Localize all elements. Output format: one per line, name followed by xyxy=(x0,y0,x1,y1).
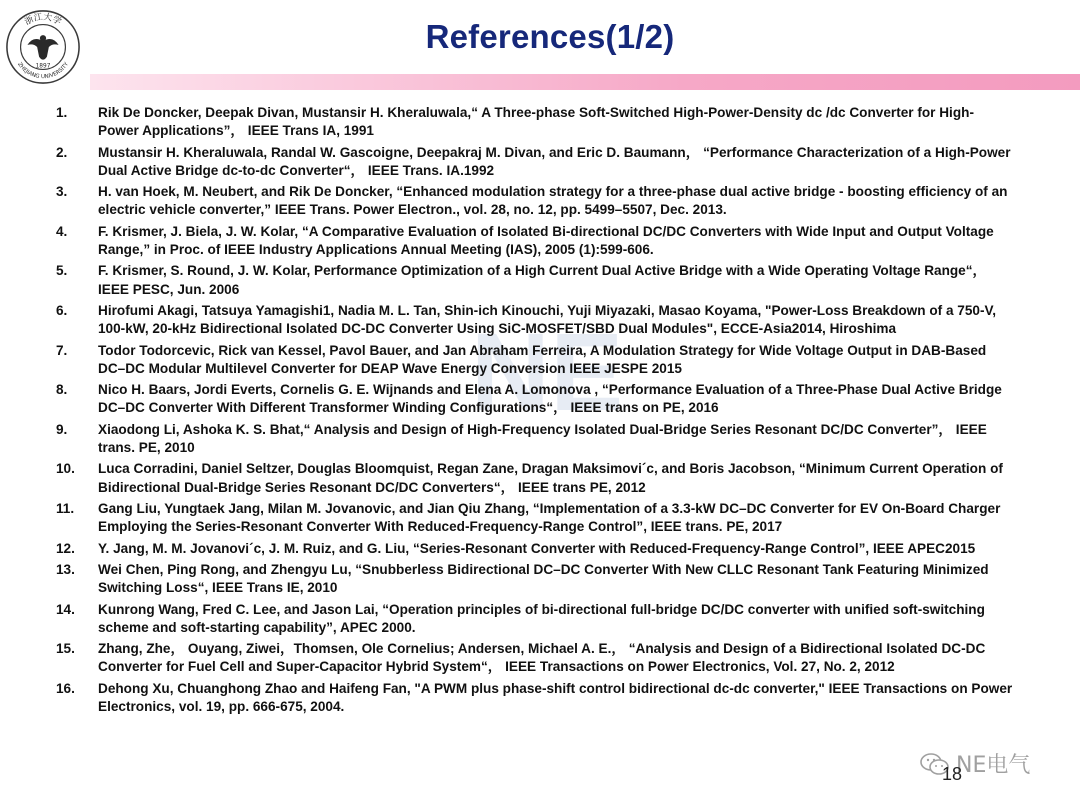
reference-number: 3. xyxy=(56,184,68,200)
reference-text: F. Krismer, J. Biela, J. W. Kolar, “A Comparative Evaluation of Isolated Bi-directional DC/DC Converters with Wide Input and Output Voltage Range,” in Proc. of IEEE Industry Applications Annual Meeting (IAS), 2005 (1):599-606. xyxy=(98,223,994,257)
reference-text: Rik De Doncker, Deepak Divan, Mustansir H. Kheraluwala,“ A Three-phase Soft-Switched High-Power-Density dc /dc Converter for High-Power Applications”， IEEE Trans IA, 1991 xyxy=(98,105,974,139)
reference-text: F. Krismer, S. Round, J. W. Kolar, Performance Optimization of a High Current Dual Active Bridge with a Wide Operating Voltage Range“， IEEE PESC, Jun. 2006 xyxy=(98,263,987,297)
reference-number: 9. xyxy=(56,421,68,437)
reference-text: Zhang, Zhe， Ouyang, Ziwei，Thomsen, Ole Cornelius; Andersen, Michael A. E.， “Analysis and Design of a Bidirectional Isolated DC-DC Converter for Fuel Cell and Super-Capacitor Hybrid System“， IEEE Transactions on Power Electronics, Vol. 27, No. 2, 2012 xyxy=(98,641,986,675)
reference-number: 2. xyxy=(56,144,68,160)
reference-number: 7. xyxy=(56,342,68,358)
reference-item xyxy=(0,680,1080,716)
reference-text: Y. Jang, M. M. Jovanovi´c, J. M. Ruiz, and G. Liu, “Series-Resonant Converter with Reduced-Frequency-Range Control”, IEEE APEC2015 xyxy=(98,540,976,556)
footer-brand xyxy=(920,748,1030,779)
reference-item xyxy=(0,104,1080,140)
reference-number: 4. xyxy=(56,223,68,239)
reference-number: 13. xyxy=(56,561,75,577)
logo-text-bottom: ZHEJIANG UNIVERSITY xyxy=(16,61,70,81)
logo-year: 1897 xyxy=(35,63,51,70)
reference-item xyxy=(0,302,1080,338)
reference-number: 5. xyxy=(56,263,68,279)
reference-text: Xiaodong Li, Ashoka K. S. Bhat,“ Analysis and Design of High-Frequency Isolated Dual-Bridge Series Resonant DC/DC Converter”， IEEE trans. PE, 2010 xyxy=(98,421,987,455)
reference-item xyxy=(0,381,1080,417)
reference-item xyxy=(0,183,1080,219)
reference-list xyxy=(0,104,1080,719)
page-number: 18 xyxy=(942,764,963,784)
reference-number: 16. xyxy=(56,680,75,696)
reference-number: 11. xyxy=(56,500,75,516)
reference-text: Kunrong Wang, Fred C. Lee, and Jason Lai, “Operation principles of bi-directional full-bridge DC/DC converter with unified soft-switching scheme and soft-starting capability”, APEC 2000. xyxy=(98,601,985,635)
header-gradient-bar xyxy=(90,74,1080,90)
reference-number: 12. xyxy=(56,540,75,556)
reference-text: Nico H. Baars, Jordi Everts, Cornelis G. E. Wijnands and Elena A. Lomonova , “Performance Evaluation of a Three-Phase Dual Active Bridge DC–DC Converter With Different Transformer Winding Configurations“， IEEE trans on PE, 2016 xyxy=(98,382,1002,416)
reference-item xyxy=(0,540,1080,558)
reference-item xyxy=(0,421,1080,457)
reference-text: Gang Liu, Yungtaek Jang, Milan M. Jovanovic, and Jian Qiu Zhang, “Implementation of a 3.3-kW DC–DC Converter for EV On-Board Charger Employing the Series-Resonant Converter With Reduced-Frequency-Range Control”, IEEE trans. PE, 2017 xyxy=(98,500,1001,535)
reference-text: Hirofumi Akagi, Tatsuya Yamagishi1, Nadia M. L. Tan, Shin-ich Kinouchi, Yuji Miyazaki, Masao Koyama, "Power-Loss Breakdown of a 750-V, 100-kW, 20-kHz Bidirectional Isolated DC-DC Converter Using SiC-MOSFET/SBD Dual Modules", ECCE-Asia2014, Hiroshima xyxy=(98,302,997,337)
reference-item xyxy=(0,640,1080,676)
reference-item xyxy=(0,500,1080,536)
reference-number: 14. xyxy=(56,601,75,617)
reference-number: 15. xyxy=(56,641,75,657)
svg-text:NE: NE xyxy=(470,318,624,428)
reference-item xyxy=(0,561,1080,597)
reference-item xyxy=(0,342,1080,378)
reference-text: Todor Todorcevic, Rick van Kessel, Pavol Bauer, and Jan Abraham Ferreira, A Modulation Strategy for Wide Voltage Output in DAB-Based DC–DC Modular Multilevel Converter for DEAP Wave Energy Conversion IEEE JESPE 2015 xyxy=(98,342,987,376)
logo-text-top: 浙江大学 xyxy=(23,12,63,28)
reference-item xyxy=(0,601,1080,637)
reference-text: H. van Hoek, M. Neubert, and Rik De Doncker, “Enhanced modulation strategy for a three-phase dual active bridge - boosting efficiency of an electric vehicle converter,” IEEE Trans. Power Electron., vol. 28, no. 12, pp. 5499–5507, Dec. 2013. xyxy=(98,184,1008,218)
reference-item xyxy=(0,262,1080,298)
reference-text: Mustansir H. Kheraluwala, Randal W. Gascoigne, Deepakraj M. Divan, and Eric D. Baumann， “Performance Characterization of a High-Power Dual Active Bridge dc-to-dc Converter“， IEEE Trans. IA.1992 xyxy=(98,144,1011,178)
reference-item xyxy=(0,144,1080,180)
slide-title: References(1/2) xyxy=(425,18,675,55)
footer-brand-text: NE电气 xyxy=(956,753,1031,778)
reference-number: 6. xyxy=(56,302,68,318)
reference-text: Dehong Xu, Chuanghong Zhao and Haifeng Fan, "A PWM plus phase-shift control bidirectional dc-dc converter," IEEE Transactions on Power Electronics, vol. 19, pp. 666-675, 2004. xyxy=(98,680,1013,714)
reference-text: Wei Chen, Ping Rong, and Zhengyu Lu, “Snubberless Bidirectional DC–DC Converter With New CLLC Resonant Tank Featuring Minimized Switching Loss“, IEEE Trans IE, 2010 xyxy=(98,561,989,596)
reference-number: 8. xyxy=(56,382,68,398)
reference-text: Luca Corradini, Daniel Seltzer, Douglas Bloomquist, Regan Zane, Dragan Maksimovi´c, and Boris Jacobson, “Minimum Current Operation of Bidirectional Dual-Bridge Series Resonant DC/DC Converters“， IEEE trans PE, 2012 xyxy=(98,461,1003,495)
reference-number: 1. xyxy=(56,105,68,120)
reference-number: 10. xyxy=(56,461,75,477)
reference-item xyxy=(0,460,1080,496)
reference-item xyxy=(0,223,1080,259)
